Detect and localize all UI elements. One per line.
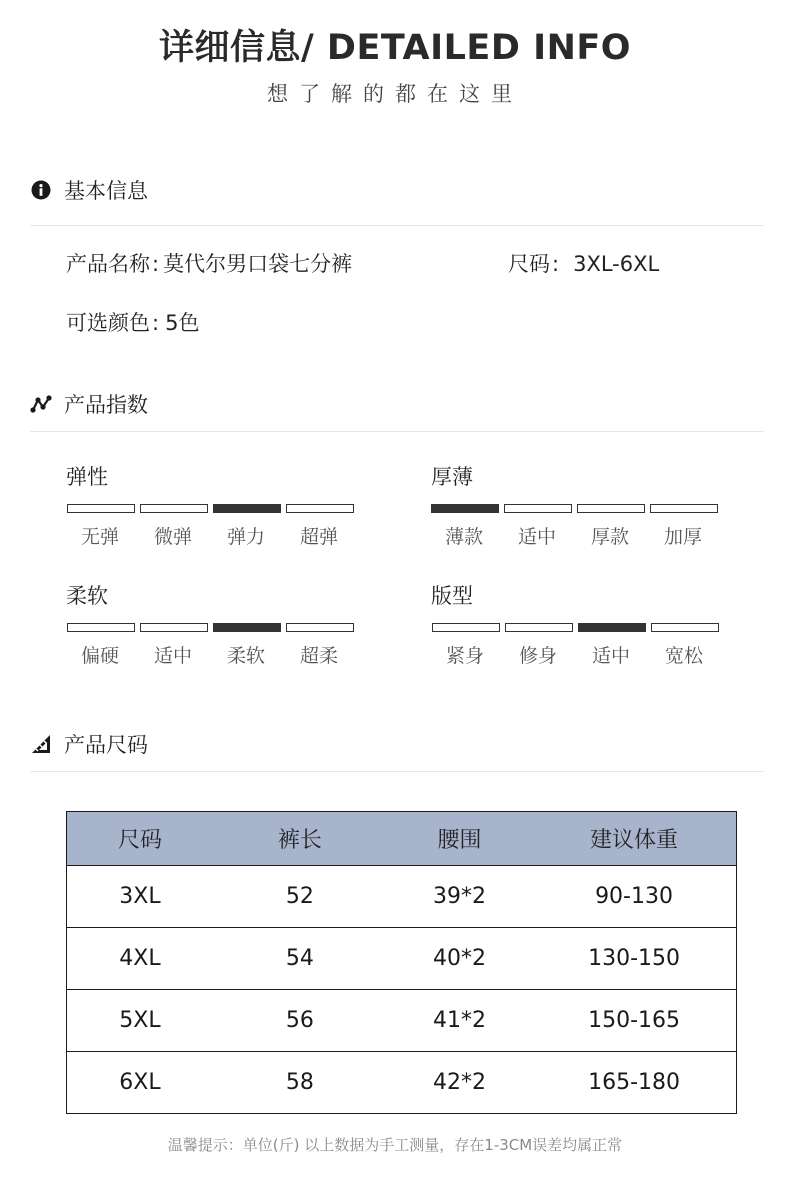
size-table-header: 腰围 bbox=[387, 812, 532, 866]
section-size-title: 产品尺码 bbox=[64, 733, 148, 757]
index-option: 超柔 bbox=[299, 645, 338, 667]
size-table-cell: 130-150 bbox=[532, 928, 736, 990]
index-bar bbox=[140, 504, 208, 513]
index-option: 薄款 bbox=[444, 526, 483, 548]
size-table-cell: 40*2 bbox=[387, 928, 532, 990]
index-options-fit bbox=[431, 641, 718, 668]
index-option: 适中 bbox=[153, 645, 192, 667]
index-option: 宽松 bbox=[664, 645, 703, 667]
index-bars-softness bbox=[67, 623, 354, 632]
size-table-cell: 6XL bbox=[119, 1070, 161, 1095]
index-bar bbox=[651, 623, 719, 632]
product-colors-label: 可选颜色 bbox=[66, 311, 150, 335]
size-table-cell: 56 bbox=[213, 990, 387, 1052]
section-size-heading bbox=[30, 729, 148, 759]
index-bar bbox=[286, 504, 354, 513]
size-table-cell: 5XL bbox=[67, 990, 213, 1052]
index-bar bbox=[431, 504, 499, 513]
size-table-cell: 54 bbox=[213, 928, 387, 990]
index-bar bbox=[67, 623, 135, 632]
index-option: 加厚 bbox=[663, 526, 702, 548]
product-name: 产品名称: 莫代尔男口袋七分裤 bbox=[66, 252, 353, 276]
section-index-heading bbox=[30, 389, 148, 419]
index-option: 紧身 bbox=[445, 645, 484, 667]
trend-icon bbox=[30, 393, 52, 415]
section-basic-heading bbox=[30, 175, 148, 205]
index-option: 修身 bbox=[518, 645, 557, 667]
index-option: 厚款 bbox=[590, 526, 629, 548]
product-name-value: 莫代尔男口袋七分裤 bbox=[163, 252, 353, 276]
index-bars-elasticity bbox=[67, 504, 354, 513]
index-bar bbox=[213, 623, 281, 632]
size-table-cell: 165-180 bbox=[588, 1070, 680, 1095]
index-bar bbox=[432, 623, 500, 632]
index-options-softness bbox=[66, 641, 353, 668]
index-option: 适中 bbox=[591, 645, 630, 667]
index-label-fit: 版型 bbox=[431, 584, 473, 608]
product-colors-value: 5色 bbox=[165, 311, 200, 335]
index-bar bbox=[286, 623, 354, 632]
section-divider bbox=[30, 431, 764, 432]
index-label-thickness: 厚薄 bbox=[431, 465, 473, 489]
size-table-cell: 42*2 bbox=[433, 1070, 486, 1095]
index-options-elasticity bbox=[66, 522, 353, 549]
ruler-icon bbox=[30, 733, 52, 755]
size-table-cell: 4XL bbox=[67, 928, 213, 990]
index-option: 弹力 bbox=[226, 526, 265, 548]
index-bars-fit bbox=[432, 623, 719, 632]
size-table-cell: 39*2 bbox=[387, 866, 532, 928]
size-table-header: 建议体重 bbox=[532, 812, 736, 866]
size-table-cell: 150-165 bbox=[532, 990, 736, 1052]
index-option: 柔软 bbox=[226, 645, 265, 667]
product-colors: 可选颜色: 5色 bbox=[66, 311, 200, 335]
index-bar bbox=[577, 504, 645, 513]
info-icon bbox=[30, 179, 52, 201]
size-table-cell: 3XL bbox=[67, 866, 213, 928]
index-label-elasticity: 弹性 bbox=[66, 465, 108, 489]
index-option: 微弹 bbox=[153, 526, 192, 548]
product-size: 尺码: 3XL-6XL bbox=[508, 252, 660, 276]
size-table-header: 尺码 bbox=[67, 812, 213, 866]
size-table bbox=[66, 811, 737, 1114]
product-name-label: 产品名称 bbox=[66, 252, 150, 276]
index-bar bbox=[650, 504, 718, 513]
index-option: 超弹 bbox=[299, 526, 338, 548]
index-options-thickness bbox=[430, 522, 717, 549]
index-option: 偏硬 bbox=[80, 645, 119, 667]
page-subtitle: 想了解的都在这里 bbox=[267, 82, 523, 106]
measurement-note: 温馨提示：单位(斤) 以上数据为手工测量，存在1-3CM误差均属正常 bbox=[167, 1136, 623, 1154]
section-basic-title: 基本信息 bbox=[64, 179, 148, 203]
index-option: 适中 bbox=[517, 526, 556, 548]
size-table-row bbox=[67, 866, 737, 928]
product-size-label: 尺码 bbox=[508, 252, 550, 276]
size-table-header-row bbox=[67, 812, 737, 866]
index-bar bbox=[213, 504, 281, 513]
index-bars-thickness bbox=[431, 504, 718, 513]
size-table-cell: 58 bbox=[285, 1070, 314, 1095]
size-table-row bbox=[67, 1052, 737, 1114]
index-bar bbox=[504, 504, 572, 513]
index-bar bbox=[578, 623, 646, 632]
index-bar bbox=[140, 623, 208, 632]
section-divider bbox=[30, 771, 764, 772]
index-bar bbox=[67, 504, 135, 513]
section-divider bbox=[30, 225, 764, 226]
section-index-title: 产品指数 bbox=[64, 393, 148, 417]
size-table-row bbox=[67, 928, 737, 990]
index-bar bbox=[505, 623, 573, 632]
product-size-value: 3XL-6XL bbox=[573, 252, 660, 276]
page-title: 详细信息/ DETAILED INFO bbox=[158, 28, 632, 68]
size-table-cell: 52 bbox=[213, 866, 387, 928]
index-label-softness: 柔软 bbox=[66, 584, 108, 608]
size-table-cell: 90-130 bbox=[532, 866, 736, 928]
size-table-row bbox=[67, 990, 737, 1052]
index-option: 无弹 bbox=[80, 526, 119, 548]
size-table-header: 裤长 bbox=[213, 812, 387, 866]
size-table-cell: 41*2 bbox=[387, 990, 532, 1052]
